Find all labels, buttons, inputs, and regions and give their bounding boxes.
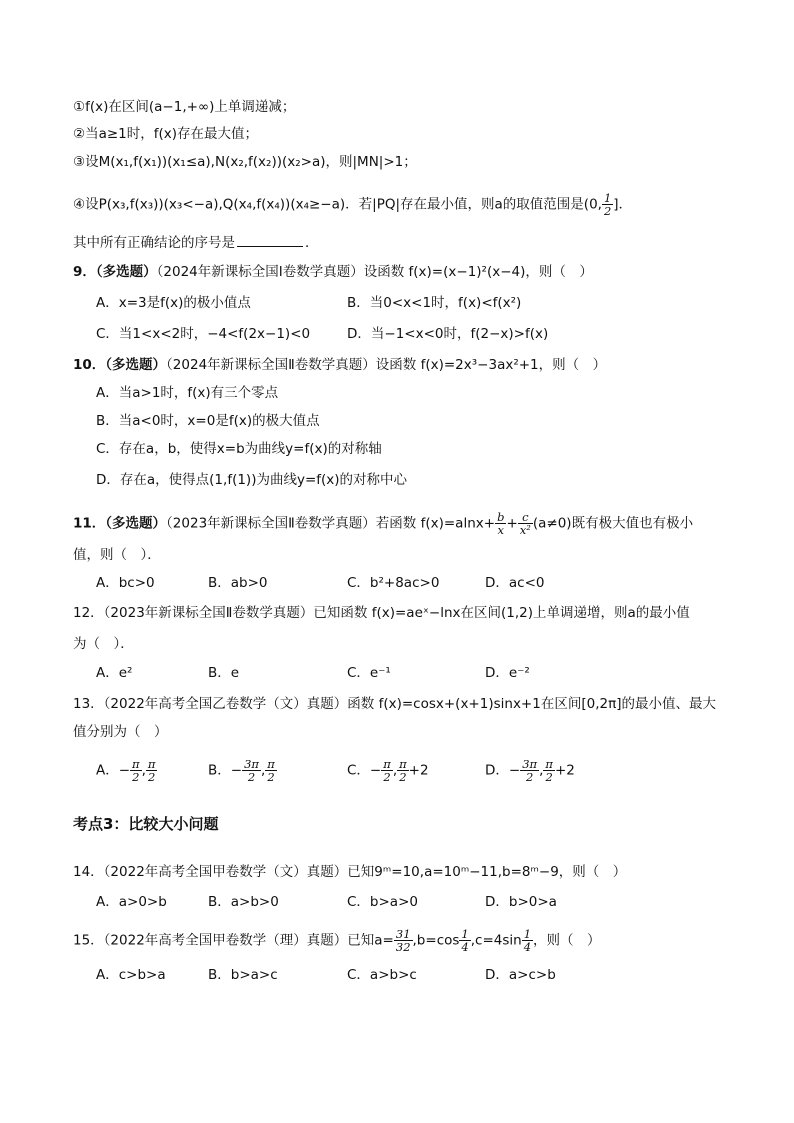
fraction-numerator: π [147,757,156,771]
fraction-denominator: x² [519,523,531,537]
question-12: 12．（2023年新课标全国Ⅱ卷数学真题）已知函数 f(x)=aeˣ−lnx在区间(1,2)上单调递增，则a的最小值 [73,605,690,621]
option-label: B．− [208,762,243,779]
fraction-numerator: 1 [523,927,532,941]
q11-stem: （2023年新课标全国Ⅱ卷数学真题）若函数 f(x)=alnx+ [166,515,496,532]
fraction-numerator: c [518,511,533,524]
plus-sign: + [506,515,518,532]
question-10 [73,355,606,375]
q9-stem: （2024年新课标全国Ⅰ卷数学真题）设函数 f(x)=(x−1)²(x−4)，则（ ） [156,264,593,280]
statement-2: ②当a≥1时，f(x)存在最大值； [73,126,259,142]
q10-option-d[interactable]: D．存在a，使得点(1,f(1))为曲线y=f(x)的对称中心 [96,472,408,488]
fraction-denominator: 4 [523,940,532,954]
q11-option-b[interactable]: B．ab>0 [208,575,268,591]
answer-prompt-end: ． [305,235,319,251]
fraction-denominator: 2 [399,770,407,784]
fraction-b [459,928,470,953]
q15-c-def: ,c=4sin [470,932,522,949]
fraction-numerator: π [383,757,391,771]
statement-4-text: ④设P(x₃,f(x₃))(x₃<−a),Q(x₄,f(x₄))(x₄≥−a)．若|PQ|存在最小值，则a的取值范围是 [73,196,584,213]
fraction [130,758,142,783]
q11-option-a[interactable]: A．bc>0 [96,575,155,591]
fraction-numerator: π [399,757,407,771]
question-11 [73,511,693,536]
fraction [381,758,393,783]
q11-option-d[interactable]: D．ac<0 [485,575,545,591]
fraction [543,758,555,783]
fraction-denominator: 2 [383,770,391,784]
separator: , [260,762,266,779]
fraction-numerator: b [497,510,505,524]
fraction-denominator: 32 [395,940,411,954]
q13-option-b[interactable] [208,758,277,783]
fraction [146,758,158,783]
q15-option-b[interactable]: B．b>a>c [208,967,278,983]
q10-tag: （多选题） [105,357,167,373]
q15-option-c[interactable]: C．a>b>c [347,967,417,983]
answer-prompt [73,232,319,253]
fraction-denominator: 2 [603,204,612,218]
q10-option-b[interactable]: B．当a<0时，x=0是f(x)的极大值点 [96,413,320,429]
fraction-half [602,192,613,217]
option-label: A．− [96,762,131,779]
separator: , [539,762,544,779]
fraction-denominator: x [497,523,504,537]
q11-number: 11． [73,515,106,532]
fraction-denominator: 2 [148,770,156,784]
option-label: D．− [485,762,521,779]
q15-stem-end: ，则（ ） [533,932,601,949]
q9-number: 9． [73,264,96,280]
interval-open: (0, [583,196,602,213]
q10-stem: （2024年新课标全国Ⅱ卷数学真题）设函数 f(x)=2x³−3ax²+1，则（ ） [166,357,607,373]
fraction-numerator: 1 [603,191,612,205]
fraction-numerator: 3π [522,757,538,771]
q14-option-b[interactable]: B．a>b>0 [208,894,279,910]
q11-stem-end: (a≠0)既有极大值也有极小 [532,515,694,532]
q9-option-a[interactable]: A．x=3是f(x)的极小值点 [96,295,251,311]
q10-option-c[interactable]: C．存在a，b，使得x=b为曲线y=f(x)的对称轴 [96,441,382,457]
q10-option-a[interactable]: A．当a>1时，f(x)有三个零点 [96,385,279,401]
fraction-numerator: π [132,757,140,771]
q10-number: 10． [73,357,106,373]
answer-blank[interactable] [237,232,303,247]
fraction-numerator: 1 [461,927,469,941]
q9-option-d[interactable]: D．当−1<x<0时，f(2−x)>f(x) [347,326,549,342]
question-9 [73,262,593,282]
q12-option-c[interactable]: C．e⁻¹ [347,665,391,681]
option-tail: +2 [554,762,575,779]
fraction-denominator: 2 [247,770,256,784]
q12-option-b[interactable]: B．e [208,665,240,681]
separator: , [141,762,146,779]
q11-tag: （多选题） [105,515,167,532]
q9-option-b[interactable]: B．当0<x<1时，f(x)<f(x²) [347,295,522,311]
q11-line-2: 值，则（ ）． [73,547,161,563]
fraction-numerator: π [545,757,553,771]
q15-stem: 15．（2022年高考全国甲卷数学（理）真题）已知a= [73,932,394,949]
q13-option-d[interactable] [485,758,575,783]
option-tail: +2 [408,762,429,779]
statement-3: ③设M(x₁,f(x₁))(x₁≤a),N(x₂,f(x₂))(x₂>a)，则|MN|>1； [73,154,417,170]
q9-tag: （多选题） [95,264,157,280]
q15-b-def: ,b=cos [412,932,460,949]
q12-option-a[interactable]: A．e² [96,665,133,681]
separator: , [392,762,398,779]
fraction [520,758,539,783]
section-heading: 考点3：比较大小问题 [73,815,219,833]
fraction-a [394,928,413,953]
interval-close: ]． [613,196,633,213]
option-label: C．− [347,762,382,779]
fraction-numerator: 31 [395,927,411,941]
q14-option-a[interactable]: A．a>0>b [96,894,167,910]
fraction-numerator: π [267,757,275,771]
fraction [265,758,277,783]
fraction [397,758,409,783]
fraction-denominator: 4 [461,940,469,954]
question-14: 14．（2022年高考全国甲卷数学（文）真题）已知9ᵐ=10,a=10ᵐ−11,b=8ᵐ−9，则（ ） [73,864,627,880]
fraction-numerator: 3π [244,757,259,771]
fraction-denominator: 2 [545,770,553,784]
q13-line-2: 值分别为（ ） [73,724,168,740]
q15-option-a[interactable]: A．c>b>a [96,967,166,983]
fraction [242,758,261,783]
q13-option-a[interactable] [96,758,157,783]
statement-1: ①f(x)在区间(a−1,+∞)上单调递减； [73,99,296,115]
q14-option-c[interactable]: C．b>a>0 [347,894,418,910]
fraction-c [522,928,533,953]
fraction-denominator: 2 [267,770,275,784]
fraction-denominator: 2 [525,770,534,784]
q9-option-c[interactable]: C．当1<x<2时，−4<f(2x−1)<0 [96,326,311,342]
question-15 [73,928,601,953]
fraction-b-over-x [495,511,506,536]
q12-line-2: 为（ ）． [73,636,134,652]
fraction-c-over-x2 [518,511,533,536]
q15-option-d[interactable]: D．a>c>b [485,967,556,983]
statement-4 [73,192,632,217]
answer-prompt-text: 其中所有正确结论的序号是 [73,235,235,251]
q14-option-d[interactable]: D．b>0>a [485,894,557,910]
q12-option-d[interactable]: D．e⁻² [485,665,530,681]
fraction-denominator: 2 [132,770,140,784]
q13-option-c[interactable] [347,758,429,783]
q11-option-c[interactable]: C．b²+8ac>0 [347,575,440,591]
question-13: 13．（2022年高考全国乙卷数学（文）真题）函数 f(x)=cosx+(x+1)sinx+1在区间[0,2π]的最小值、最大 [73,696,716,712]
